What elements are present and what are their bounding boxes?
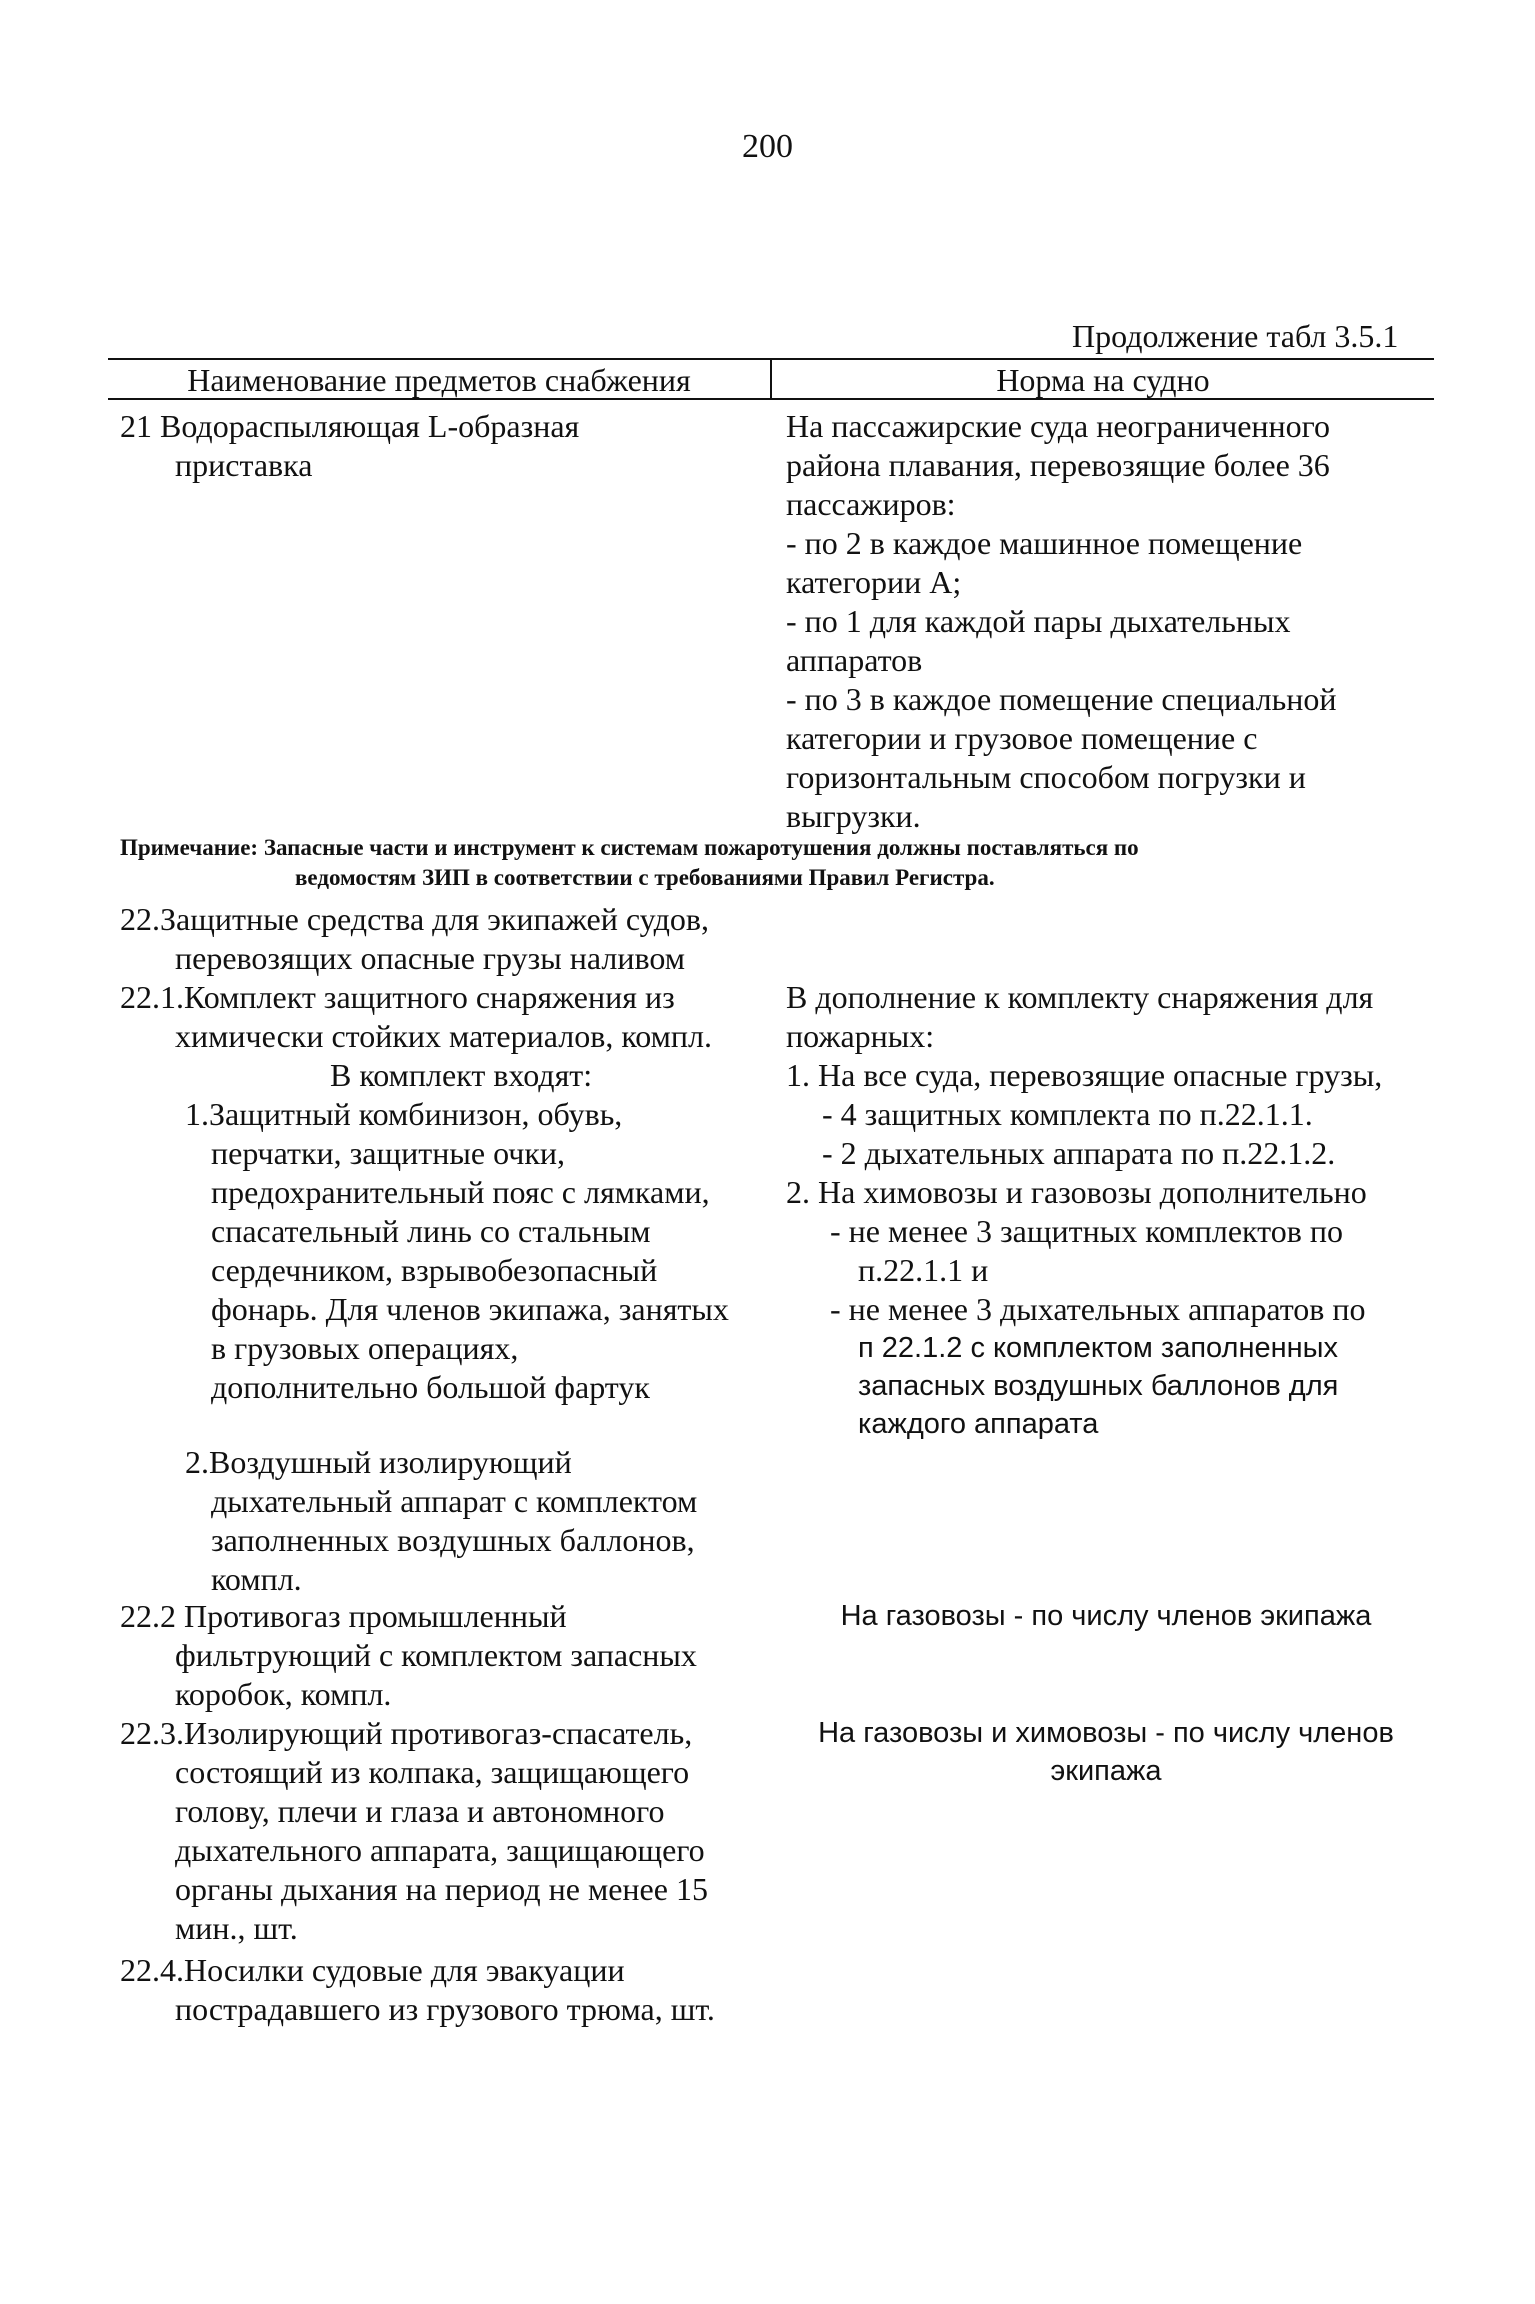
text-line: 1.Защитный комбинизон, обувь,: [185, 1096, 623, 1132]
item-22-heading: [120, 900, 709, 978]
text-line: п.22.1.1 и: [858, 1252, 989, 1288]
text-line: - по 2 в каждое машинное помещение: [786, 525, 1303, 561]
text-line: 21 Водораспыляющая L-образная: [120, 408, 580, 444]
text-line: фонарь. Для членов экипажа, занятых: [211, 1291, 729, 1327]
text-line: 22.Защитные средства для экипажей судов,: [120, 901, 710, 937]
item-22-2-norm: [786, 1597, 1426, 1635]
text-line: голову, плечи и глаза и автономного: [175, 1793, 665, 1829]
text-line: пострадавшего из грузового трюма, шт.: [175, 1991, 715, 2027]
text-line: 22.2 Противогаз промышленный: [120, 1598, 567, 1634]
text-line: выгрузки.: [786, 798, 921, 834]
text-line: запасных воздушных баллонов для: [858, 1370, 1339, 1402]
text-line: - 2 дыхательных аппарата по п.22.1.2.: [822, 1135, 1336, 1171]
text-line: - по 1 для каждой пары дыхательных: [786, 603, 1291, 639]
text-line: перевозящих опасные грузы наливом: [175, 940, 685, 976]
item-22-4-name: [120, 1951, 715, 2029]
item-22-1-sub-1: [185, 1095, 729, 1407]
text-line: На пассажирские суда неограниченного: [786, 408, 1330, 444]
item-21-name: [120, 407, 579, 485]
item-22-1-name: [120, 978, 712, 1095]
table-continuation-label: Продолжение табл 3.5.1: [1072, 318, 1399, 354]
item-22-3-name: [120, 1714, 708, 1948]
text-line: приставка: [175, 447, 313, 483]
text-line: категории и грузовое помещение с: [786, 720, 1258, 756]
text-line: коробок, компл.: [175, 1676, 392, 1712]
text-line: фильтрующий с комплектом запасных: [175, 1637, 697, 1673]
text-line: аппаратов: [786, 642, 923, 678]
text-line: - не менее 3 дыхательных аппаратов по: [830, 1291, 1366, 1327]
text-line: компл.: [211, 1561, 302, 1597]
text-line: 22.3.Изолирующий противогаз-спасатель,: [120, 1715, 693, 1751]
text-line: - не менее 3 защитных комплектов по: [830, 1213, 1343, 1249]
text-line: перчатки, защитные очки,: [211, 1135, 566, 1171]
text-line: спасательный линь со стальным: [211, 1213, 651, 1249]
text-line: каждого аппарата: [858, 1408, 1099, 1440]
text-line: - по 3 в каждое помещение специальной: [786, 681, 1337, 717]
text-line: дыхательный аппарат с комплектом: [211, 1483, 698, 1519]
item-22-1-sub-2: [185, 1443, 697, 1599]
text-line: химически стойких материалов, компл.: [175, 1018, 712, 1054]
page-number: 200: [742, 128, 793, 165]
header-col-items: Наименование предметов снабжения: [187, 362, 691, 398]
note-line: ведомостям ЗИП в соответствии с требованиями Правил Регистра.: [295, 865, 995, 890]
text-line: дополнительно большой фартук: [211, 1369, 650, 1405]
text-line: - 4 защитных комплекта по п.22.1.1.: [822, 1096, 1313, 1132]
text-line: дыхательного аппарата, защищающего: [175, 1832, 705, 1868]
text-line: сердечником, взрывобезопасный: [211, 1252, 658, 1288]
text-line: в грузовых операциях,: [211, 1330, 519, 1366]
text-line: п 22.1.2 с комплектом заполненных: [858, 1332, 1338, 1364]
text-line: пожарных:: [786, 1018, 935, 1054]
text-line: В комплект входят:: [330, 1057, 593, 1093]
text-line: состоящий из колпака, защищающего: [175, 1754, 690, 1790]
text-line: категории А;: [786, 564, 962, 600]
text-line: органы дыхания на период не менее 15: [175, 1871, 708, 1907]
text-line: района плавания, перевозящие более 36: [786, 447, 1330, 483]
text-line: заполненных воздушных баллонов,: [211, 1522, 695, 1558]
text-line: 2. На химовозы и газовозы дополнительно: [786, 1174, 1367, 1210]
text-line: 2.Воздушный изолирующий: [185, 1444, 572, 1480]
item-22-1-norm: [786, 978, 1382, 1443]
header-col-norm: Норма на судно: [996, 362, 1210, 398]
text-line: мин., шт.: [175, 1910, 298, 1946]
text-line: На газовозы - по числу членов экипажа: [840, 1600, 1372, 1632]
item-22-2-name: [120, 1597, 697, 1714]
text-line: пассажиров:: [786, 486, 956, 522]
text-line: 1. На все суда, перевозящие опасные грузы,: [786, 1057, 1383, 1093]
text-line: 22.4.Носилки судовые для эвакуации: [120, 1952, 625, 1988]
text-line: В дополнение к комплекту снаряжения для: [786, 979, 1374, 1015]
text-line: горизонтальным способом погрузки и: [786, 759, 1306, 795]
text-line: 22.1.Комплект защитного снаряжения из: [120, 979, 675, 1015]
text-line: На газовозы и химовозы - по числу членов: [818, 1717, 1394, 1749]
note-line: Примечание: Запасные части и инструмент к системам пожаротушения должны поставляться по: [120, 835, 1139, 860]
item-22-3-norm: [786, 1714, 1426, 1790]
item-21-norm: [786, 407, 1336, 836]
note: [120, 833, 1139, 893]
text-line: экипажа: [1050, 1755, 1162, 1787]
text-line: предохранительный пояс с лямками,: [211, 1174, 710, 1210]
